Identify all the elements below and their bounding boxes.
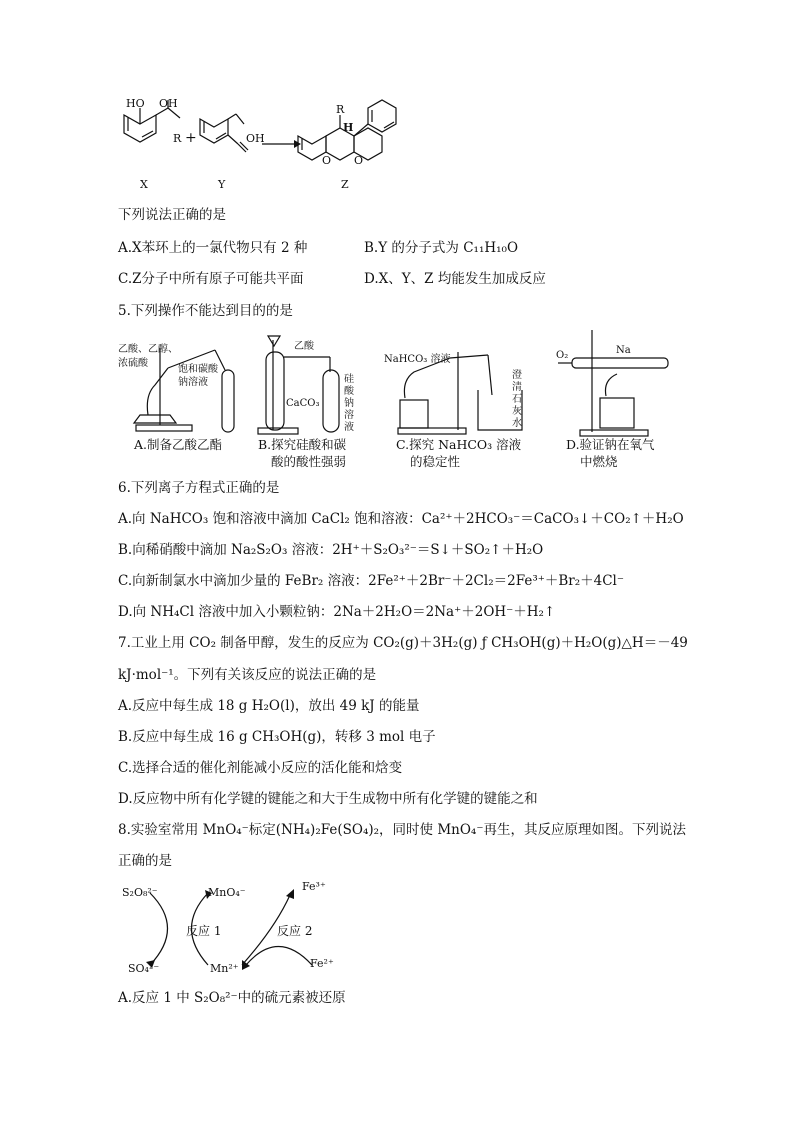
x-r-label: R — [173, 132, 182, 145]
c-limewater-label-2: 清 — [512, 382, 522, 393]
q8-option-a: A.反应 1 中 S₂O₈²⁻中的硫元素被还原 — [118, 990, 346, 1006]
q6-option-a: A.向 NaHCO₃ 饱和溶液中滴加 CaCl₂ 饱和溶液：Ca²⁺＋2HCO₃⁻＝CaCO₃↓＋CO₂↑＋H₂O — [118, 511, 684, 527]
c-nahco3-label: NaHCO₃ 溶液 — [384, 354, 451, 365]
q5-caption-d1: D.验证钠在氧气 — [566, 437, 655, 452]
q8-stem-1: 8.实验室常用 MnO₄⁻标定(NH₄)₂Fe(SO₄)₂，同时使 MnO₄⁻再生，其反应原理如图。下列说法 — [118, 822, 686, 838]
q8-stem-2: 正确的是 — [118, 853, 172, 869]
a-solution-label-1: 饱和碳酸 — [178, 364, 218, 375]
so4-label: SO₄²⁻ — [128, 962, 160, 975]
plus-sign: + — [185, 130, 197, 146]
q4-option-d: D.X、Y、Z 均能发生加成反应 — [364, 271, 546, 287]
fe3-label: Fe³⁺ — [302, 880, 326, 893]
c-limewater-label-1: 澄 — [512, 370, 522, 381]
d-na-label: Na — [616, 345, 631, 356]
q7-option-d: D.反应物中所有化学键的键能之和大于生成物中所有化学键的键能之和 — [118, 791, 538, 807]
c-limewater-label-5: 水 — [512, 418, 522, 429]
c-limewater-label-3: 石 — [512, 394, 522, 405]
q5-caption-a: A.制备乙酸乙酯 — [134, 437, 223, 452]
q7-stem-2: kJ·mol⁻¹。下列有关该反应的说法正确的是 — [118, 667, 377, 683]
b-silicate-label-3: 钠 — [344, 398, 354, 409]
q4-option-c: C.Z分子中所有原子可能共平面 — [118, 271, 304, 287]
reaction-1-label: 反应 1 — [186, 924, 222, 938]
q6-option-d: D.向 NH₄Cl 溶液中加入小颗粒钠：2Na＋2H₂O＝2Na⁺＋2OH⁻＋H₂↑ — [118, 604, 556, 620]
q6-stem: 6.下列离子方程式正确的是 — [118, 480, 280, 496]
q4-option-a: A.X苯环上的一氯代物只有 2 种 — [118, 240, 308, 256]
b-caco3-label: CaCO₃ — [286, 398, 320, 409]
q4-prompt: 下列说法正确的是 — [118, 207, 226, 223]
s2o8-label: S₂O₈²⁻ — [122, 886, 158, 899]
x-caption: X — [140, 178, 148, 191]
mn2-label: Mn²⁺ — [210, 962, 239, 975]
q7-option-b: B.反应中每生成 16 g CH₃OH(g)，转移 3 mol 电子 — [118, 729, 436, 745]
c-limewater-label-4: 灰 — [512, 406, 522, 417]
q4-option-b: B.Y 的分子式为 C₁₁H₁₀O — [364, 240, 519, 256]
q6-option-b: B.向稀硝酸中滴加 Na₂S₂O₃ 溶液：2H⁺＋S₂O₃²⁻＝S↓＋SO₂↑＋H₂O — [118, 542, 544, 558]
fe2-label: Fe²⁺ — [310, 957, 334, 970]
a-reagent-label-1: 乙酸、乙醇、 — [118, 344, 178, 355]
z-h-label: H — [343, 121, 354, 134]
z-caption: Z — [341, 178, 349, 191]
b-silicate-label-4: 溶 — [344, 410, 354, 421]
q6-option-c: C.向新制氯水中滴加少量的 FeBr₂ 溶液：2Fe²⁺＋2Br⁻＋2Cl₂＝2Fe³⁺＋Br₂＋4Cl⁻ — [118, 573, 624, 589]
q7-stem-1: 7.工业上用 CO₂ 制备甲醇，发生的反应为 CO₂(g)＋3H₂(g) ƒ CH₃OH(g)＋H₂O(g)△H＝－49 — [118, 635, 688, 651]
x-oh-label: OH — [159, 97, 178, 110]
z-r-label: R — [336, 103, 345, 116]
a-reagent-label-2: 浓硫酸 — [118, 358, 148, 369]
z-o2-label: O — [354, 154, 364, 167]
q7-option-a: A.反应中每生成 18 g H₂O(l)，放出 49 kJ 的能量 — [118, 698, 420, 714]
reaction-2-label: 反应 2 — [277, 924, 313, 938]
q5-caption-b1: B.探究硅酸和碳 — [258, 437, 347, 452]
y-caption: Y — [218, 178, 226, 191]
b-silicate-label-5: 液 — [344, 422, 354, 433]
z-o1-label: O — [322, 154, 332, 167]
b-silicate-label-2: 酸 — [344, 386, 354, 397]
q5-caption-c1: C.探究 NaHCO₃ 溶液 — [396, 437, 522, 452]
q7-option-c: C.选择合适的催化剂能减小反应的活化能和焓变 — [118, 760, 403, 776]
a-solution-label-2: 钠溶液 — [178, 377, 208, 388]
y-oh-label: OH — [246, 132, 265, 145]
q5-caption-d2: 中燃烧 — [580, 454, 618, 469]
b-acid-label: 乙酸 — [294, 341, 314, 352]
q5-caption-c2: 的稳定性 — [410, 454, 461, 469]
q5-caption-b2: 酸的酸性强弱 — [271, 454, 347, 469]
mno4-label: MnO₄⁻ — [208, 886, 246, 899]
q5-stem: 5.下列操作不能达到目的的是 — [118, 303, 293, 319]
b-silicate-label-1: 硅 — [344, 374, 354, 385]
x-ho-label: HO — [126, 97, 145, 110]
d-o2-label: O₂ — [556, 350, 569, 361]
